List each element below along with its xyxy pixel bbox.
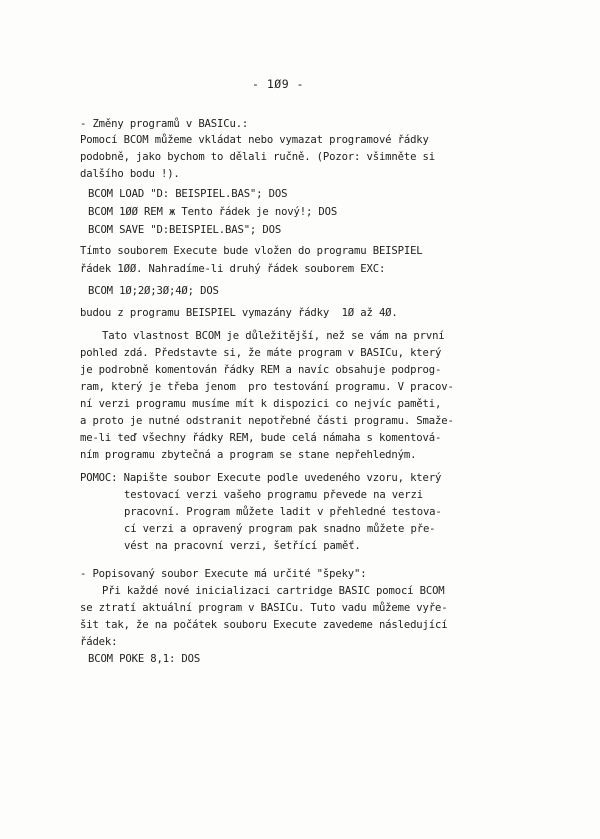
section-heading: - Popisovaný soubor Execute má určité "špeky": [80,568,367,580]
text-line: řádek: [80,636,118,648]
note-line: vést na pracovní verzi, šetřící paměť. [124,540,361,552]
section-heading: - Změny programů v BASICu.: [80,118,249,130]
code-line: BCOM LOAD "D: BEISPIEL.BAS"; DOS [88,188,288,200]
note-first-line: POMOC: Napište soubor Execute podle uvedeného vzoru, který [80,472,442,484]
paragraph-first-line: Při každé nové inicializaci cartridge BASIC pomocí BCOM [102,585,445,597]
text-line: ním programu zbytečná a program se stane nepřehledným. [80,449,417,461]
paragraph-first-line: Tato vlastnost BCOM je důležitější, než se vám na první [102,330,445,342]
text-line: Tímto souborem Execute bude vložen do programu BEISPIEL [80,245,423,257]
text-line: dalšího bodu !). [80,168,180,180]
text-line: je podrobně komentován řádky REM a navíc obsahuje podprog- [80,364,442,376]
note-line: pracovní. Program můžete ladit v přehledné testova- [124,506,442,518]
text-line: ram, který je třeba jenom pro testování programu. V pracov- [80,381,454,393]
text-line: šit tak, že na počátek souboru Execute zavedeme následující [80,619,448,631]
code-line: BCOM POKE 8,1: DOS [88,653,201,665]
text-line: se ztratí aktuální program v BASICu. Tuto vadu můžeme vyře- [80,602,448,614]
note-line: testovací verzi vašeho programu převede na verzi [124,489,423,501]
text-line: ní verzi programu musíme mít k dispozici co nejvíc paměti, [80,398,442,410]
code-line: BCOM SAVE "D:BEISPIEL.BAS"; DOS [88,224,282,236]
text-line: řádek 1ØØ. Nahradíme-li druhý řádek souborem EXC: [80,263,386,275]
text-line: pohled zdá. Představte si, že máte program v BASICu, který [80,347,442,359]
text-line: me-li teď všechny řádky REM, bude celá námaha s komentová- [80,432,442,444]
text-line: budou z programu BEISPIEL vymazány řádky 1Ø až 4Ø. [80,307,398,319]
text-line: a proto je nutné odstranit nepotřebné části programu. Smaže- [80,415,454,427]
text-line: podobně, jako bychom to dělali ručně. (Pozor: všimněte si [80,151,435,163]
text-line: Pomocí BCOM můžeme vkládat nebo vymazat programové řádky [80,134,429,146]
page-number: - 1Ø9 - [252,77,304,91]
code-line: BCOM 1Ø;2Ø;3Ø;4Ø; DOS [88,285,219,297]
note-line: cí verzi a opravený program pak snadno můžete pře- [124,523,436,535]
code-line: BCOM 1ØØ REM ж Tento řádek je nový!; DOS [88,206,338,218]
